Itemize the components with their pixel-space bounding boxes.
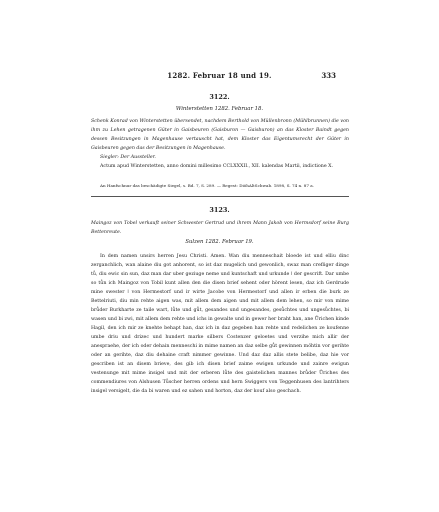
actum-block bbox=[91, 162, 349, 171]
source-note: An Hanfschnur das beschädigte Siegel, s. Bd. 7, S. 289. — Regest: DiöhAltSchwab. 1898, S. 74 n. 87 a. bbox=[100, 183, 314, 188]
actum-text: Actum apud Winterstetten, anno domini millesimo CCLXXXII., XII. kalendas Martii, indictione X. bbox=[100, 164, 334, 169]
document-dateline: Winterstetten 1282. Februar 18. bbox=[175, 106, 264, 112]
document-number: 3122. bbox=[209, 93, 230, 101]
document-summary: Maingoz von Tobel verkauft seiner Schwester Gertrud und ihrem Mann Jakob von Hermsdorf seine Burg Bettenreute. bbox=[91, 221, 349, 235]
document-dateline: Sulzen 1282. Februar 19. bbox=[185, 239, 254, 245]
document-number: 3123. bbox=[209, 206, 230, 214]
running-header bbox=[0, 71, 439, 81]
page-number: 333 bbox=[321, 71, 336, 80]
sealer-line bbox=[91, 153, 349, 162]
section-divider bbox=[91, 196, 349, 197]
header-title: 1282. Februar 18 und 19. bbox=[167, 71, 272, 80]
document-body bbox=[91, 252, 349, 396]
document-summary: Schenk Konrad von Winterstetten übersendet, nachdem Berthold von Müllenbronn (Mühlbrunnen) die von ihm zu Lehen getragenen Güter in Gaisbeuren (Gaisburon — Gaisburon) an das Kloster Baindt gegen dessen Besitzungen in Magenhause vertauscht hat, dem Kloster das Eigentumsrecht der Güter in Gaisbeuren gegen das der Besitzungen in Magenhause. bbox=[91, 119, 349, 151]
sealer-text: Siegler: Der Aussteller. bbox=[100, 155, 156, 160]
body-text: In dem namen unsirs herren Jesu Christi. Amen. Wan diu menneschait bloede ist und elliu dinc zerganchlich, wan alaine diu got anhorent, so ist daz mugelich und gewonlich, swaz man crefliger dinge tů, diu ewic sin sun, daz man dar uber geziuge neme und kuntschaft und urkunde ǀ der gescrift. Dar umbe so tůn ich Maingoz von Tobil kunt allen den die disen brief sehent oder hörent lesen, daz ich Gerdrude mine swester ǀ von Hermestorf und ir wirte Jacobe von Hermestorf und allen ir erben die burk ze Bettelriuti, diu min rehte aigen was, mit allem dem aigen und mit allem dem lehen, so mir von mime brůder Burkharte ze taile wart, lůte und gůt, gesandes und ungesandes, gesůchtes und ungesůchtes, bi wasen und bi zwi, mit allem dem rehte und ichs in gewalte und in gewer her braht han, ane Ůrichen kinde Hagil, den ich mir ze knehte behapt han, daz ich in daz gegeben han rehte und redelichen ze koufenne umbe driu und drizec und hundert marke silbers Costenzer geloetes und verzihe mich allir der anespraehe, der ich oder dehain menneschi in mime namen an daz selbe gůt gewinnen möhtin vor gerihte oder an gerihte, daz diu dehaine craft nimmer gewinne. Und daz daz allis stete belibe, daz hie vor gescriben ist an disem brieve, des gib ich disen brief zaime ewigen urkunde und zainre ewigun vestenunge mit mime insigel und mit der erberen lůte des gaistelichen mannes brůder Ůriches des commendiures von Alshusen Tůscher herren ordens und hern Swiggers von Teggenhusen des lantrihters insigel versigelt, die da bi waren und ez sahen und horton, daz der kouf also geschach. bbox=[91, 254, 349, 394]
